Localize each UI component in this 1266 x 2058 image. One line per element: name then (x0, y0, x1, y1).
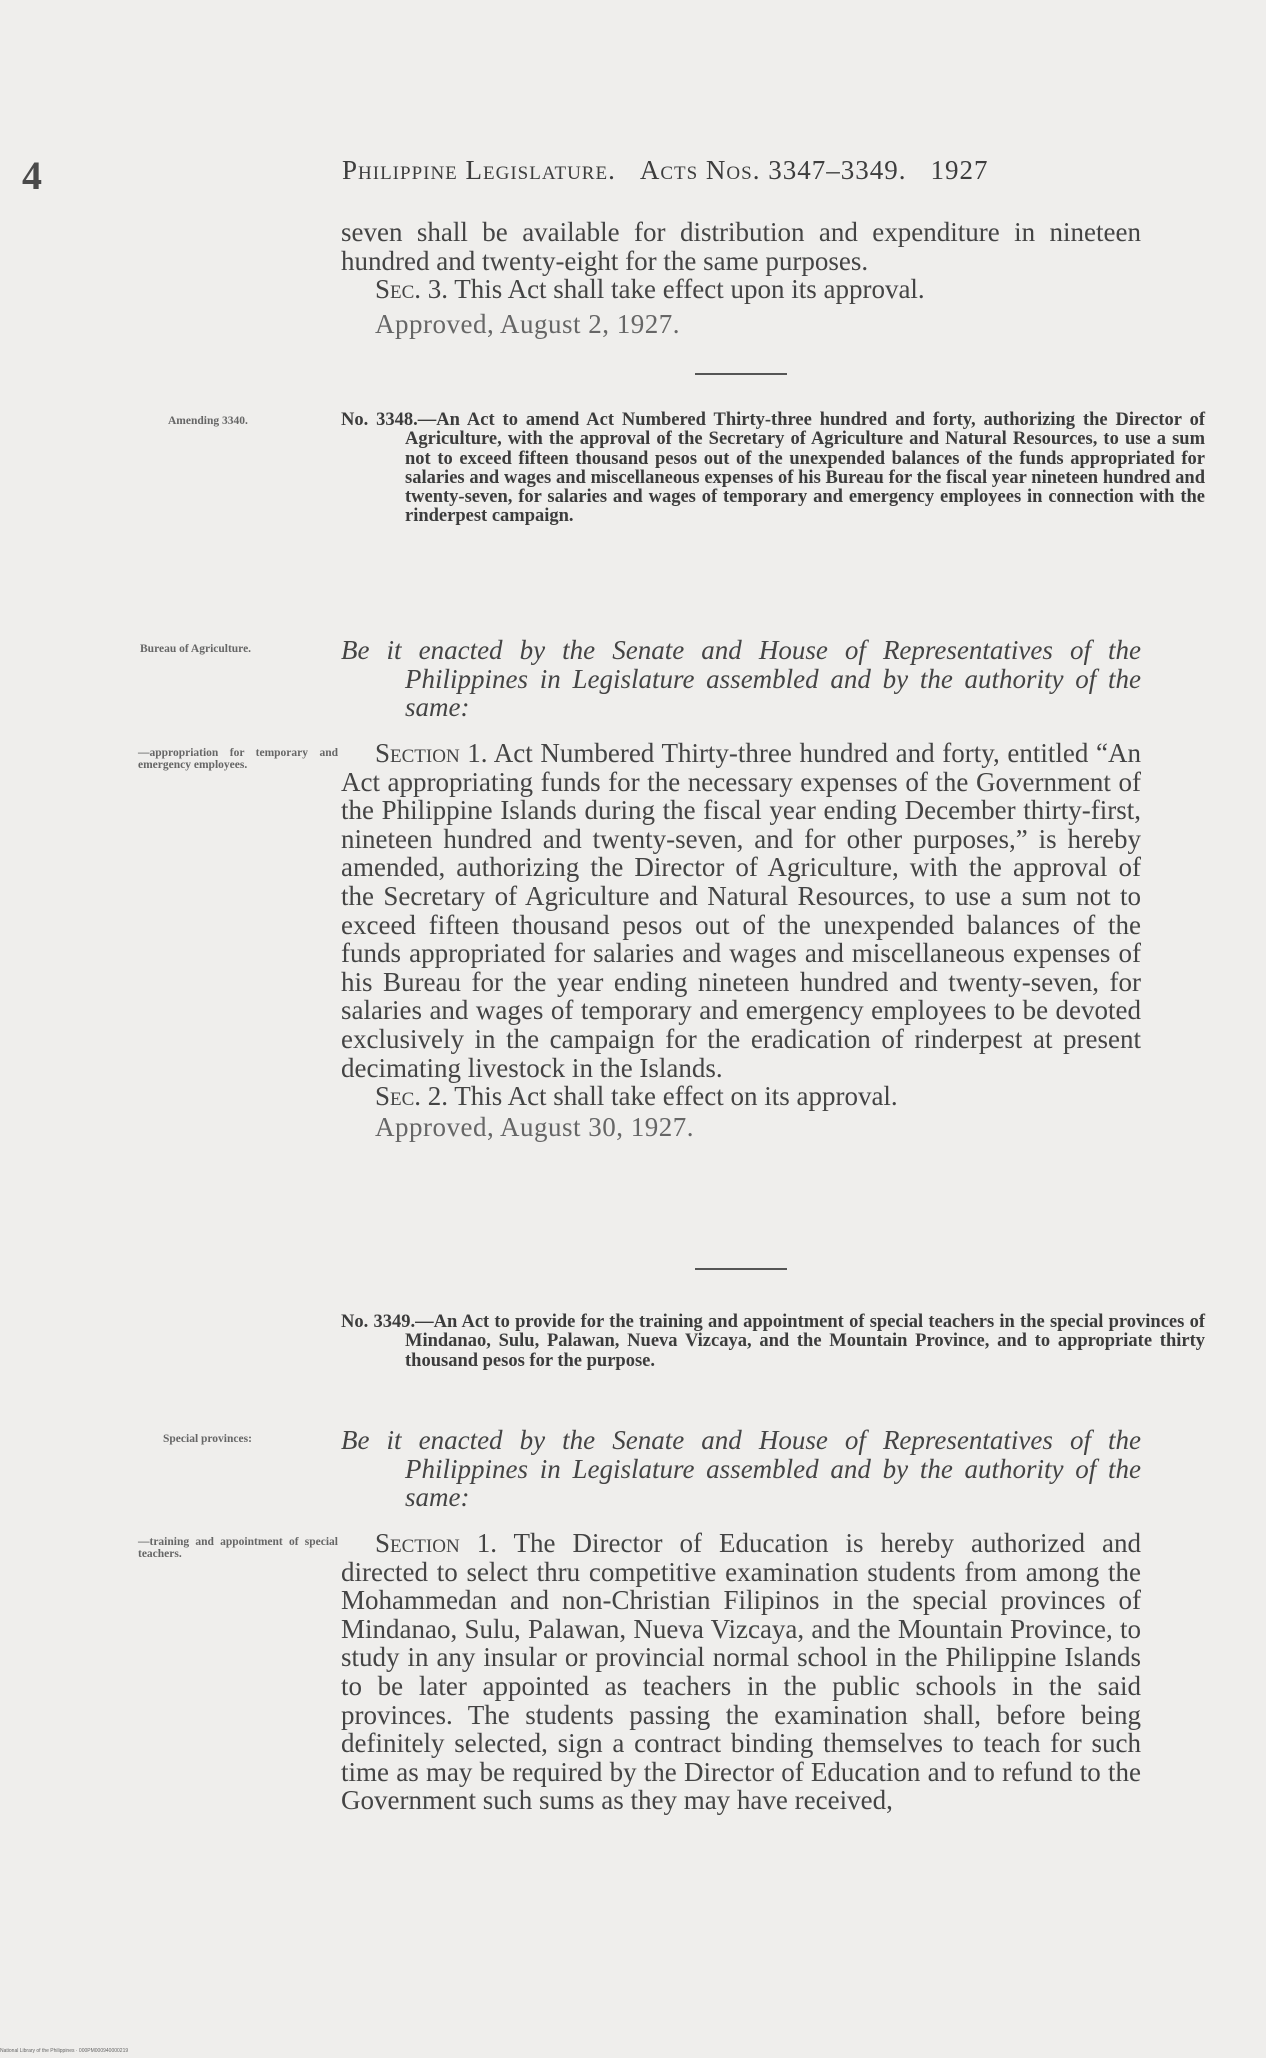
section-label: Sec (375, 1081, 415, 1112)
act-3348-section-1 (341, 739, 1141, 1082)
section-label: Section 1. (375, 1528, 497, 1558)
margin-note-bureau: Bureau of Agriculture. (140, 643, 252, 655)
approval-date-3347: Approved, August 2, 1927. (375, 308, 680, 339)
section-text: . 2. This Act shall take effect on its approval. (414, 1081, 898, 1112)
margin-note-amending: Amending 3340. (168, 415, 248, 427)
act-3348-section-2 (341, 1082, 1141, 1111)
approval-date-3348: Approved, August 30, 1927. (375, 1111, 694, 1142)
section-text: The Director of Education is hereby authorized and directed to select thru competitive examination students from among the Mohammedan and non-Christian Filipinos in the special provinces of Mindanao, Sulu, Palawan, Nueva Vizcaya, and the Mountain Province, to study in any insular or provincial normal school in the Philippine Islands to be later appointed as teachers in the public schools in the said provinces. The students passing the examination shall, before being definitely selected, sign a contract binding themselves to teach for such time as may be required by the Director of Education and to refund to the Government such sums as they may have received, (341, 1528, 1141, 1816)
section-text: . 3. This Act shall take effect upon its approval. (414, 274, 925, 305)
act-3348-body (341, 739, 1141, 1141)
act-3349-section-1 (341, 1529, 1141, 1815)
section-divider (695, 1268, 787, 1270)
act-3349-title: No. 3349.—An Act to provide for the training and appointment of special teachers in the special provinces of Mindanao, Sulu, Palawan, Nueva Vizcaya, and the Mountain Province, and to appropriate thirty thousand pesos for the purpose. (341, 1312, 1205, 1371)
section-text: Act Numbered Thirty-three hundred and forty, entitled “An Act appropriating funds for the necessary expenses of the Government of the Philippine Islands during the fiscal year ending December thirty-first, nineteen hundred and twenty-seven, and for other purposes,” is hereby amended, authorizing the Director of Agriculture, with the approval of the Secretary of Agriculture and Natural Resources, to use a sum not to exceed fifteen thousand pesos out of the unexpended balances of the funds appropriated for salaries and wages and miscellaneous expenses of his Bureau for the year ending nineteen hundred and twenty-seven, for salaries and wages of temporary and emergency employees to be devoted exclusively in the campaign for the eradication of rinderpest at present decimating livestock in the Islands. (341, 738, 1141, 1083)
section-label: Sec (375, 274, 415, 305)
margin-note-appropriation: —appropriation for temporary and emergency employees. (138, 747, 338, 771)
year-heading: 1927 (930, 155, 989, 185)
act-3348-title: No. 3348.—An Act to amend Act Numbered Thirty-three hundred and forty, authorizing the Director of Agriculture, with the approval of the Secretary of Agriculture and Natural Resources, to use a sum not to exceed fifteen thousand pesos out of the unexpended balances of the funds appropriated for salaries and wages and miscellaneous expenses of his Bureau for the fiscal year nineteen hundred and twenty-seven, for salaries and wages of temporary and emergency employees in connection with the rinderpest campaign. (341, 410, 1205, 527)
carryover-paragraph: seven shall be available for distribution and expenditure in nineteen hundred and twenty-eight for the same purposes. (341, 217, 1141, 276)
scan-footer: National Library of the Philippines · 000PM000940000219 (0, 2048, 129, 2054)
legislature-heading: Philippine Legislature. (342, 155, 616, 185)
margin-note-special-provinces: Special provinces: (163, 1433, 252, 1445)
act-3349-body (341, 1529, 1141, 1815)
page-number: 4 (22, 153, 42, 198)
carryover-section-3 (341, 275, 1141, 304)
acts-range-heading: Acts Nos. 3347–3349. (639, 155, 907, 185)
section-label: Section 1. (375, 738, 488, 768)
act-3349-enacting-clause: Be it enacted by the Senate and House of Representatives of the Philippines in Legislature assembled and by the authority of the same: (341, 1425, 1141, 1513)
act-3348-enacting-clause: Be it enacted by the Senate and House of Representatives of the Philippines in Legislature assembled and by the authority of the same: (341, 635, 1141, 723)
margin-note-training: —training and appointment of special teachers. (138, 1536, 338, 1560)
running-head (342, 155, 1142, 186)
act-3347-carryover (341, 218, 1141, 338)
section-divider (695, 373, 787, 375)
